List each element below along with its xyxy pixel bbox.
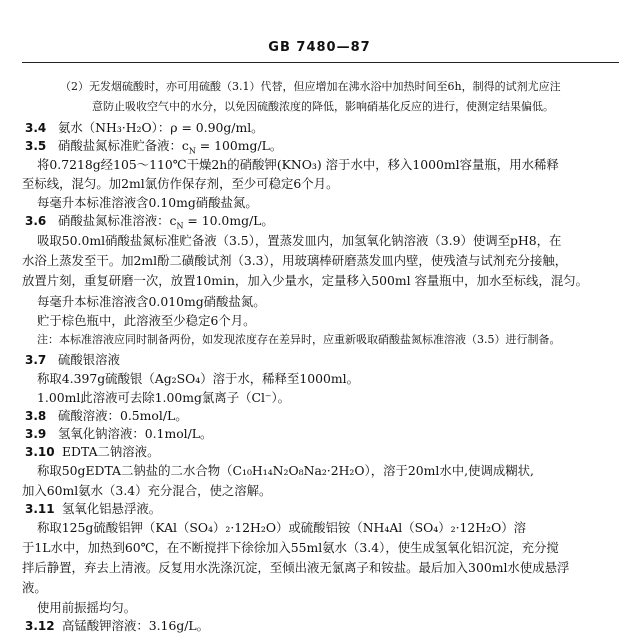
section-3-12-number: 3.12 [25, 619, 55, 633]
standard-header: GB 7480—87 [268, 40, 371, 55]
section-3-5-title: 硝酸盐氮标准贮备液：$c_N = 100mg/L$。 [58, 138, 283, 156]
section-3-8-title: 硫酸溶液：0.5mol/L。 [58, 408, 188, 423]
section-3-7-line2: 1.00ml此溶液可去除1.00mg氯离子（Cl⁻）。 [37, 390, 291, 405]
section-3-9-number: 3.9 [25, 427, 47, 441]
section-3-4-title: 氨水（NH₃·H₂O）：ρ = 0.90g/ml。 [58, 120, 264, 135]
section-3-10-line2: 加入60ml氨水（3.4）充分混合，使之溶解。 [22, 483, 272, 498]
section-3-10-title: EDTA二钠溶液。 [62, 444, 160, 459]
section-3-11-line1: 称取125g硫酸铝钾（KAl（SO₄）₂·12H₂O）或硫酸铝铵（NH₄Al（SO₄）₂·12H₂O）溶 [37, 520, 527, 535]
section-3-6-line2: 水浴上蒸发至干。加2ml酚二磺酸试剂（3.3），用玻璃棒研磨蒸发皿内壁，使残渣与试剂充分接触， [22, 253, 568, 268]
section-3-7-title: 硫酸银溶液 [58, 352, 120, 367]
section-3-12-title: 高锰酸钾溶液：3.16g/L。 [62, 618, 210, 633]
section-3-5-line2: 至标线，混匀。加2ml氯仿作保存剂，至少可稳定6个月。 [22, 176, 339, 191]
note2-line1: （2）无发烟硫酸时，亦可用硫酸（3.1）代替，但应增加在沸水浴中加热时间至6h，制得的试剂尤应注 [60, 80, 561, 93]
section-3-6-title: 硝酸盐氮标准溶液：$c_N = 10.0mg/L$。 [58, 213, 274, 231]
section-3-5-number: 3.5 [25, 139, 47, 153]
section-3-7-line1: 称取4.397g硫酸银（Ag₂SO₄）溶于水，稀释至1000ml。 [37, 371, 359, 386]
section-3-6-line1: 吸取50.0ml硝酸盐氮标准贮备液（3.5），置蒸发皿内，加氢氧化钠溶液（3.9）使调至pH8，在 [37, 233, 562, 248]
section-3-10-number: 3.10 [25, 445, 55, 459]
section-3-10-line1: 称取50gEDTA二钠盐的二水合物（C₁₀H₁₄N₂O₈Na₂·2H₂O），溶于20ml水中,使调成糊状, [37, 463, 534, 478]
section-3-11-line4: 液。 [22, 580, 47, 595]
section-3-11-line5: 使用前振摇均匀。 [37, 600, 137, 615]
section-3-6-number: 3.6 [25, 214, 47, 228]
header-rule [22, 62, 619, 63]
section-3-11-number: 3.11 [25, 502, 55, 516]
section-3-9-title: 氢氧化钠溶液：0.1mol/L。 [58, 426, 213, 441]
section-3-11-title: 氢氧化铝悬浮液。 [62, 501, 162, 516]
section-3-7-number: 3.7 [25, 353, 47, 367]
section-3-6-note: 注：本标准溶液应同时制备两份，如发现浓度存在差异时，应重新吸取硝酸盐氮标准溶液（3.5）进行制备。 [37, 333, 561, 346]
section-3-11-line3: 拌后静置，弃去上清液。反复用水洗涤沉淀，至倾出液无氯离子和铵盐。最后加入300ml水使成悬浮 [22, 560, 570, 575]
section-3-5-line1: 将0.7218g经105～110℃干燥2h的硝酸钾(KNO₃) 溶于水中，移入1000ml容量瓶，用水稀释 [37, 157, 559, 172]
section-3-6-line3: 放置片刻，重复研磨一次，放置10min，加入少量水，定量移入500ml 容量瓶中，加水至标线，混匀。 [22, 273, 588, 288]
section-3-8-number: 3.8 [25, 409, 47, 423]
section-3-6-line4: 每毫升本标准溶液含0.010mg硝酸盐氮。 [37, 294, 266, 309]
note2-line2: 意防止吸收空气中的水分，以免因硫酸浓度的降低，影响硝基化反应的进行，使测定结果偏低。 [92, 100, 554, 113]
section-3-6-line5: 贮于棕色瓶中，此溶液至少稳定6个月。 [37, 313, 256, 328]
section-3-11-line2: 于1L水中，加热到60℃，在不断搅拌下徐徐加入55ml氨水（3.4），使生成氢氧化铝沉淀，充分搅 [22, 540, 559, 555]
section-3-5-line3: 每毫升本标准溶液含0.10mg硝酸盐氮。 [37, 195, 258, 210]
section-3-4-number: 3.4 [25, 121, 47, 135]
